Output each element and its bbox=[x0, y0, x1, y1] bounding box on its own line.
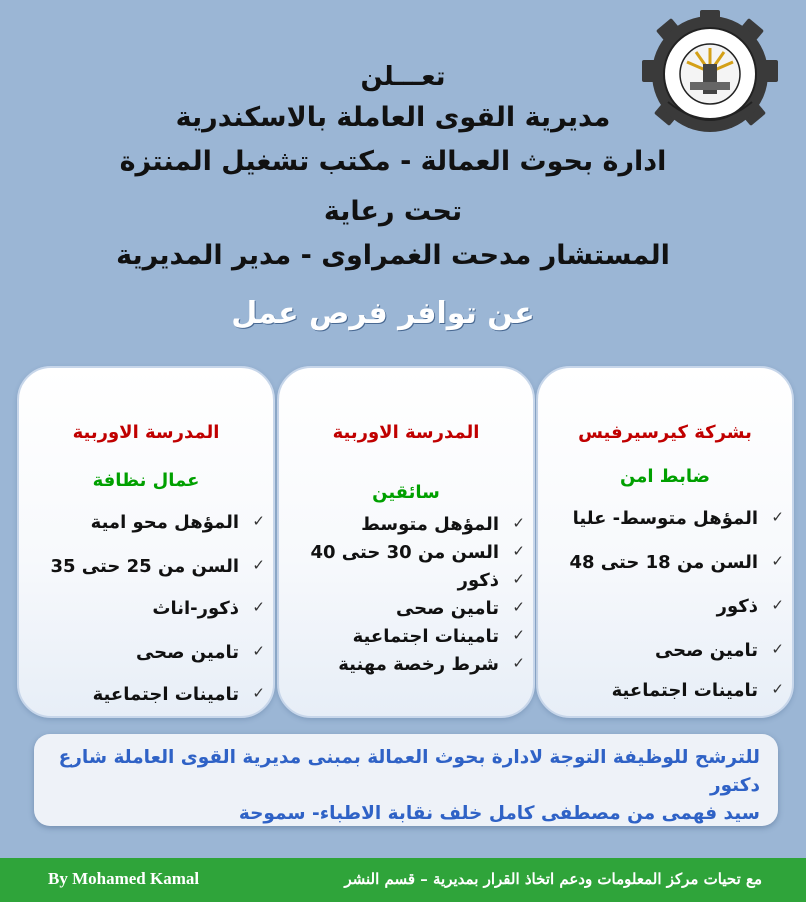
requirement-item: ✓ السن من 25 حتى 35 bbox=[50, 556, 265, 577]
requirement-item: ✓ ذكور bbox=[457, 570, 525, 591]
header-line-directorate: مديرية القوى العاملة بالاسكندرية bbox=[175, 102, 611, 133]
requirement-item: ✓ تامينات اجتماعية bbox=[352, 626, 525, 647]
header-line-job-opportunities: عن توافر فرص عمل bbox=[231, 296, 535, 331]
check-icon: ✓ bbox=[252, 684, 265, 702]
footer-credit-arabic: مع تحيات مركز المعلومات ودعم اتخاذ القرار بمديرية – قسم النشر bbox=[344, 870, 762, 888]
application-line-2: سيد فهمى من مصطفى كامل خلف نقابة الاطباء- سموحة bbox=[238, 803, 760, 824]
check-icon: ✓ bbox=[252, 512, 265, 530]
check-icon: ✓ bbox=[771, 508, 784, 526]
check-icon: ✓ bbox=[252, 642, 265, 660]
requirement-item: ✓ تامين صحى bbox=[654, 640, 784, 661]
check-icon: ✓ bbox=[771, 596, 784, 614]
job-title: عمال نظافة bbox=[92, 470, 200, 491]
requirement-item: ✓ ذكور bbox=[716, 596, 784, 617]
check-icon: ✓ bbox=[512, 598, 525, 616]
check-icon: ✓ bbox=[512, 570, 525, 588]
requirement-item: ✓ السن من 30 حتى 40 bbox=[310, 542, 525, 563]
company-name: بشركة كيرسيرفيس bbox=[578, 422, 752, 443]
check-icon: ✓ bbox=[252, 598, 265, 616]
check-icon: ✓ bbox=[771, 680, 784, 698]
check-icon: ✓ bbox=[512, 654, 525, 672]
job-card-cleaners bbox=[17, 366, 275, 718]
requirement-item: ✓ تامين صحى bbox=[395, 598, 525, 619]
header-line-director: المستشار مدحت الغمراوى - مدير المديرية bbox=[116, 240, 670, 271]
requirement-item: ✓ تامينات اجتماعية bbox=[92, 684, 265, 705]
requirement-item: ✓ المؤهل محو امية bbox=[90, 512, 265, 533]
header-line-patronage: تحت رعاية bbox=[323, 196, 463, 227]
job-title: ضابط امن bbox=[620, 466, 710, 487]
job-card-security bbox=[536, 366, 794, 718]
requirement-item: ✓ تامين صحى bbox=[135, 642, 265, 663]
check-icon: ✓ bbox=[771, 640, 784, 658]
footer-bar bbox=[0, 858, 806, 902]
application-instructions bbox=[52, 744, 760, 828]
header-line-department: ادارة بحوث العمالة - مكتب تشغيل المنتزة bbox=[119, 146, 667, 177]
requirement-item: ✓ تامينات اجتماعية bbox=[611, 680, 784, 701]
requirement-item: ✓ السن من 18 حتى 48 bbox=[569, 552, 784, 573]
requirement-item: ✓ المؤهل متوسط bbox=[361, 514, 525, 535]
announcement-header bbox=[0, 0, 806, 340]
requirement-item: ✓ ذكور-اناث bbox=[152, 598, 265, 619]
check-icon: ✓ bbox=[512, 542, 525, 560]
company-name: المدرسة الاوربية bbox=[332, 422, 480, 443]
requirement-item: ✓ شرط رخصة مهنية bbox=[338, 654, 525, 675]
job-card-drivers bbox=[277, 366, 535, 718]
company-name: المدرسة الاوربية bbox=[72, 422, 220, 443]
application-line-1: للترشح للوظيفة التوجة لادارة بحوث العمالة بمبنى مديرية القوى العاملة شارع دكتور bbox=[58, 747, 760, 796]
header-line-announces: تعـــلن bbox=[360, 62, 446, 92]
check-icon: ✓ bbox=[252, 556, 265, 574]
check-icon: ✓ bbox=[771, 552, 784, 570]
check-icon: ✓ bbox=[512, 514, 525, 532]
footer-author: By Mohamed Kamal bbox=[48, 869, 200, 888]
requirement-item: ✓ المؤهل متوسط- عليا bbox=[572, 508, 784, 529]
application-info-box bbox=[34, 734, 778, 826]
check-icon: ✓ bbox=[512, 626, 525, 644]
job-title: سائقين bbox=[372, 482, 440, 503]
